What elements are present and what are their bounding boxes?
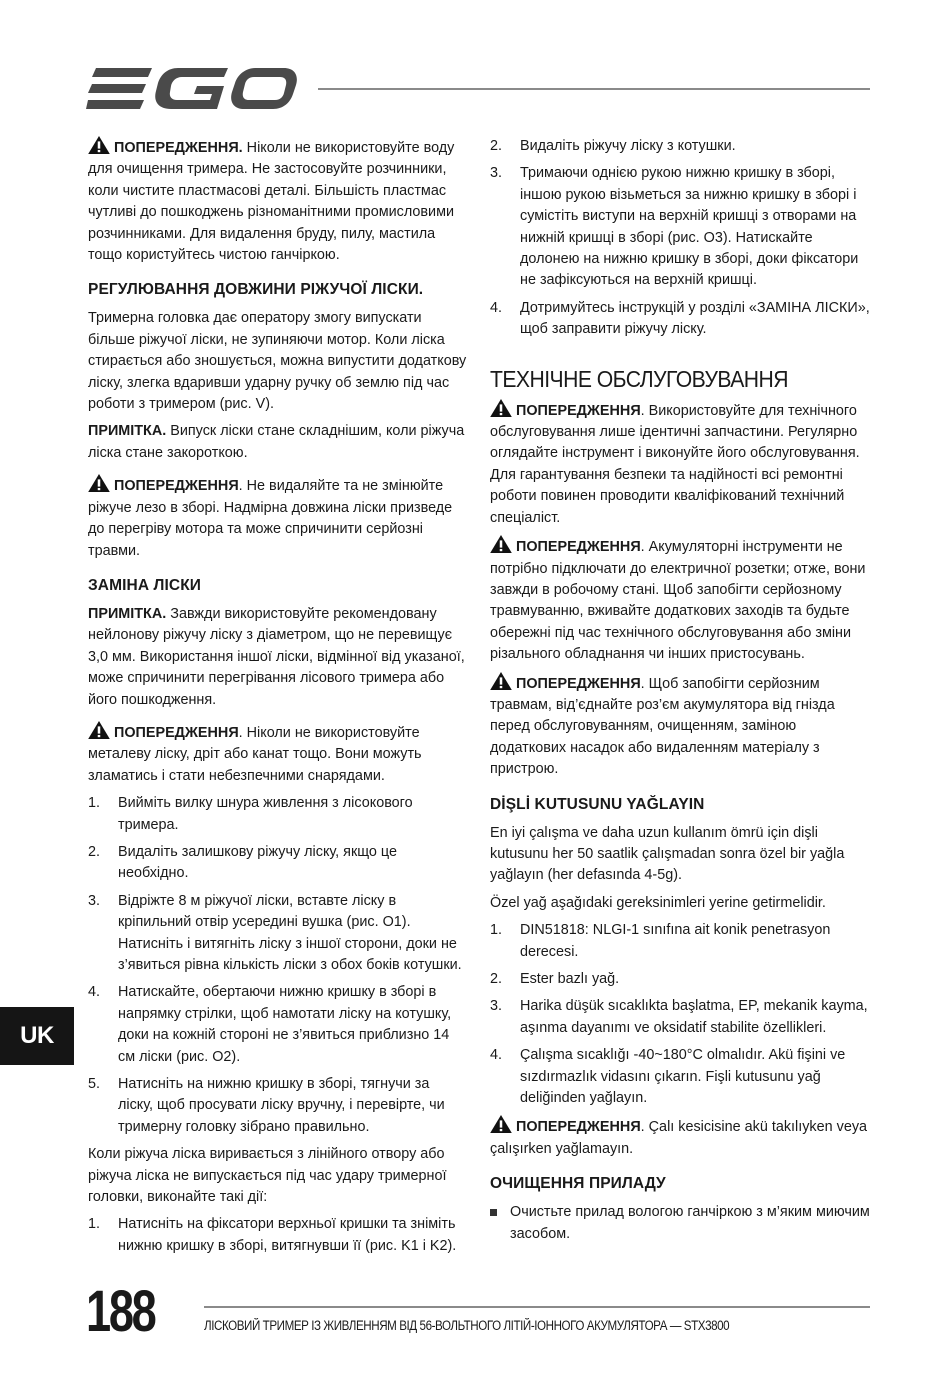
- note-label: ПРИМІТКА.: [88, 423, 167, 440]
- line-failure-paragraph: Коли ріжуча ліска виривається з лінійного отвору або ріжуча ліска не випускається під час удару тримерної головки, виконайте такі дії:: [88, 1146, 447, 1206]
- list-item: 3. Відріжте 8 м ріжучої ліски, вставте ліску в кріпильний отвір усередині вушка (рис. O1). Натисніть і витягніть ліску з іншої сторони, доки не з’явиться рівна кількість ліски з обох боків котушки.: [88, 892, 462, 973]
- list-item: 1. Вийміть вилку шнура живлення з лісокового тримера.: [88, 795, 413, 833]
- warning-text: Ніколи не використовуйте воду для очищення тримера. Не застосовуйте розчинники, коли чистите пластмасові деталі. Більшість пластмас чутливі до пошкоджень різноманітними промисловими розчинниками. Для видалення бруду, пилу, мастила тощо користуйтесь чистою ганчіркою.: [88, 140, 455, 264]
- repair-steps: [88, 1214, 468, 1257]
- list-item: Очистьте прилад вологою ганчіркою з м’яким миючим засобом.: [490, 1202, 872, 1245]
- warning-label: ПОПЕРЕДЖЕННЯ: [114, 724, 239, 741]
- list-item: 3. Тримаючи однією рукою нижню кришку в зборі, іншою рукою візьметься за нижню кришку в зборі і сумістіть виступи на верхній кришці з отворами на нижній кришці в зборі (рис. O3). Натискайте долонею на нижню кришку в зборі, доки фіксатори не зафіксуються на верхній кришці.: [490, 165, 859, 289]
- warning-text: . Щоб запобігти серйозним травмам, від’єднайте роз’єм акумулятора від гнізда перед обслуговуванням, очищенням, заміною додаткових насадок або видаленням матеріалу з пристрою.: [490, 675, 835, 778]
- warning-triangle-icon: [490, 672, 512, 690]
- replacement-steps: [88, 793, 468, 1138]
- list-item: 2. Ester bazlı yağ.: [490, 971, 620, 987]
- grease-requirements-intro: Özel yağ aşağıdaki gereksinimleri yerine getirmelidir.: [490, 894, 826, 911]
- language-tab: UK: [0, 1007, 74, 1065]
- warning-text: . Не видаляйте та не змінюйте ріжуче лезо в зборі. Надмірна довжина ліски призведе до перегріву мотора та може спричинити серйозні травми.: [88, 478, 453, 559]
- warning-lubrication: [490, 1115, 872, 1160]
- list-item: 2. Видаліть ріжучу ліску з котушки.: [490, 138, 736, 154]
- list-item: 4. Çalışma sıcaklığı -40~180°C olmalıdır. Akü fişini ve sızdırmazlık vidasını çıkarın. Fişli kutusunu yağ deliğinden yağlayın.: [490, 1047, 846, 1107]
- section-heading-cleaning: ОЧИЩЕННЯ ПРИЛАДУ: [490, 1175, 666, 1193]
- warning-label: ПОПЕРЕДЖЕННЯ: [516, 1119, 641, 1136]
- list-item: 4. Дотримуйтесь інструкцій у розділі «ЗАМІНА ЛІСКИ», щоб заправити ріжучу ліску.: [490, 299, 870, 338]
- warning-triangle-icon: [88, 136, 110, 154]
- warning-label: ПОПЕРЕДЖЕННЯ: [114, 478, 239, 495]
- ego-logo: [86, 64, 298, 114]
- note-label: ПРИМІТКА.: [88, 605, 167, 622]
- section-heading-gearbox: DİŞLİ KUTUSUNU YAĞLAYIN: [490, 795, 705, 813]
- grease-requirements: [490, 920, 872, 1109]
- left-column: [88, 136, 468, 1263]
- note-line-diameter: [88, 604, 468, 711]
- section-heading-maintenance: ТЕХНІЧНЕ ОБСЛУГОВУВАННЯ: [490, 365, 788, 392]
- gearbox-paragraph: En iyi çalışma ve daha uzun kullanım ömrü için dişli kutusunu her 50 saatlik çalışmadan sonra özel bir yağla yağlayın (her defasında 4-5g).: [490, 824, 845, 884]
- warning-blade: [88, 474, 468, 562]
- list-item: 1. Натисніть на фіксатори верхньої кришки та зніміть нижню кришку в зборі, витягнувши її (рис. K1 і K2).: [88, 1216, 457, 1254]
- warning-triangle-icon: [490, 535, 512, 553]
- warning-cordless: [490, 535, 872, 665]
- footer-title: ЛІСКОВИЙ ТРИМЕР ІЗ ЖИВЛЕННЯМ ВІД 56-ВОЛЬТНОГО ЛІТІЙ-ІОННОГО АКУМУЛЯТОРА — STX3800: [204, 1318, 730, 1333]
- list-item: 5. Натисніть на нижню кришку в зборі, тягнучи за ліску, щоб просувати ліску вручну, і перевірте, чи тримерну головку зібрано правильно.: [88, 1076, 445, 1135]
- warning-triangle-icon: [88, 721, 110, 739]
- section-heading-line-replacement: ЗАМІНА ЛІСКИ: [88, 576, 201, 594]
- page-number: 188: [86, 1279, 155, 1344]
- warning-identical-parts: [490, 399, 872, 529]
- warning-metal-line: [88, 721, 468, 787]
- list-item: 3. Harika düşük sıcaklıkta başlatma, EP, mekanik kayma, aşınma dayanımı ve oksidatif stabilite özellikleri.: [490, 998, 868, 1036]
- header-rule: [318, 88, 870, 90]
- list-item: 1. DIN51818: NLGI-1 sınıfına ait konik penetrasyon derecesi.: [490, 922, 831, 960]
- warning-triangle-icon: [490, 1115, 512, 1133]
- warning-triangle-icon: [490, 399, 512, 417]
- warning-label: ПОПЕРЕДЖЕННЯ: [516, 539, 641, 556]
- cleaning-list: [490, 1202, 872, 1245]
- warning-text: . Çalı kesicisine akü takılıyken veya çalışırken yağlamayın.: [490, 1119, 868, 1157]
- square-bullet-icon: [490, 1202, 500, 1245]
- section-heading-line-length: РЕГУЛЮВАННЯ ДОВЖИНИ РІЖУЧОЇ ЛІСКИ.: [88, 281, 424, 299]
- note-text: Завжди використовуйте рекомендовану нейлонову ріжучу ліску з діаметром, що не перевищує 3,0 мм. Використання іншої ліски, відмінної від указаної, може спричинити перегрівання лісового тримера або його пошкодження.: [88, 605, 465, 708]
- line-length-paragraph: Тримерна головка дає оператору змогу випускати більше ріжучої ліски, не зупиняючи мотор. Коли ліска стирається або зношується, можна випустити додаткову ліску, злегка вдаривши ударну ручку об землю під час роботи з тримером (рис. V).: [88, 310, 467, 413]
- warning-label: ПОПЕРЕДЖЕННЯ: [516, 402, 641, 419]
- warning-text: . Ніколи не використовуйте металеву ліску, дріт або канат тощо. Вони можуть зламатись і стати небезпечними снарядами.: [88, 724, 422, 784]
- warning-water: [88, 136, 468, 266]
- warning-label: ПОПЕРЕДЖЕННЯ: [516, 675, 641, 692]
- footer-rule: [204, 1306, 870, 1308]
- warning-disconnect-battery: [490, 672, 872, 781]
- repair-steps-continued: [490, 136, 872, 341]
- warning-text: . Акумуляторні інструменти не потрібно підключати до електричної розетки; отже, вони завжди в робочому стані. Щоб запобігти серйозному травмуванню, вживайте додаткових заходів та будьте обережні під час технічного обслуговування або зміни різального обладнання чи інших пристосувань.: [490, 539, 866, 663]
- note-line-release: [88, 421, 468, 464]
- list-item: 2. Видаліть залишкову ріжучу ліску, якщо це необхідно.: [88, 843, 398, 882]
- warning-text: . Використовуйте для технічного обслуговування лише ідентичні запчастини. Регулярно оглядайте інструмент і виконуйте його обслуговування. Для гарантування безпеки та надійності всі ремонтні роботи повинен проводити кваліфікований технічний спеціаліст.: [490, 402, 860, 526]
- warning-triangle-icon: [88, 474, 110, 492]
- right-column: [490, 136, 872, 1245]
- note-text: Випуск ліски стане складнішим, коли ріжуча ліска стане закороткою.: [88, 423, 465, 461]
- warning-label: ПОПЕРЕДЖЕННЯ.: [114, 140, 243, 156]
- list-item: 4. Натискайте, обертаючи нижню кришку в зборі в напрямку стрілки, щоб намотати ліску на котушку, доки на кожній стороні не з’явиться приблизно 14 см ліски (рис. O2).: [88, 984, 452, 1065]
